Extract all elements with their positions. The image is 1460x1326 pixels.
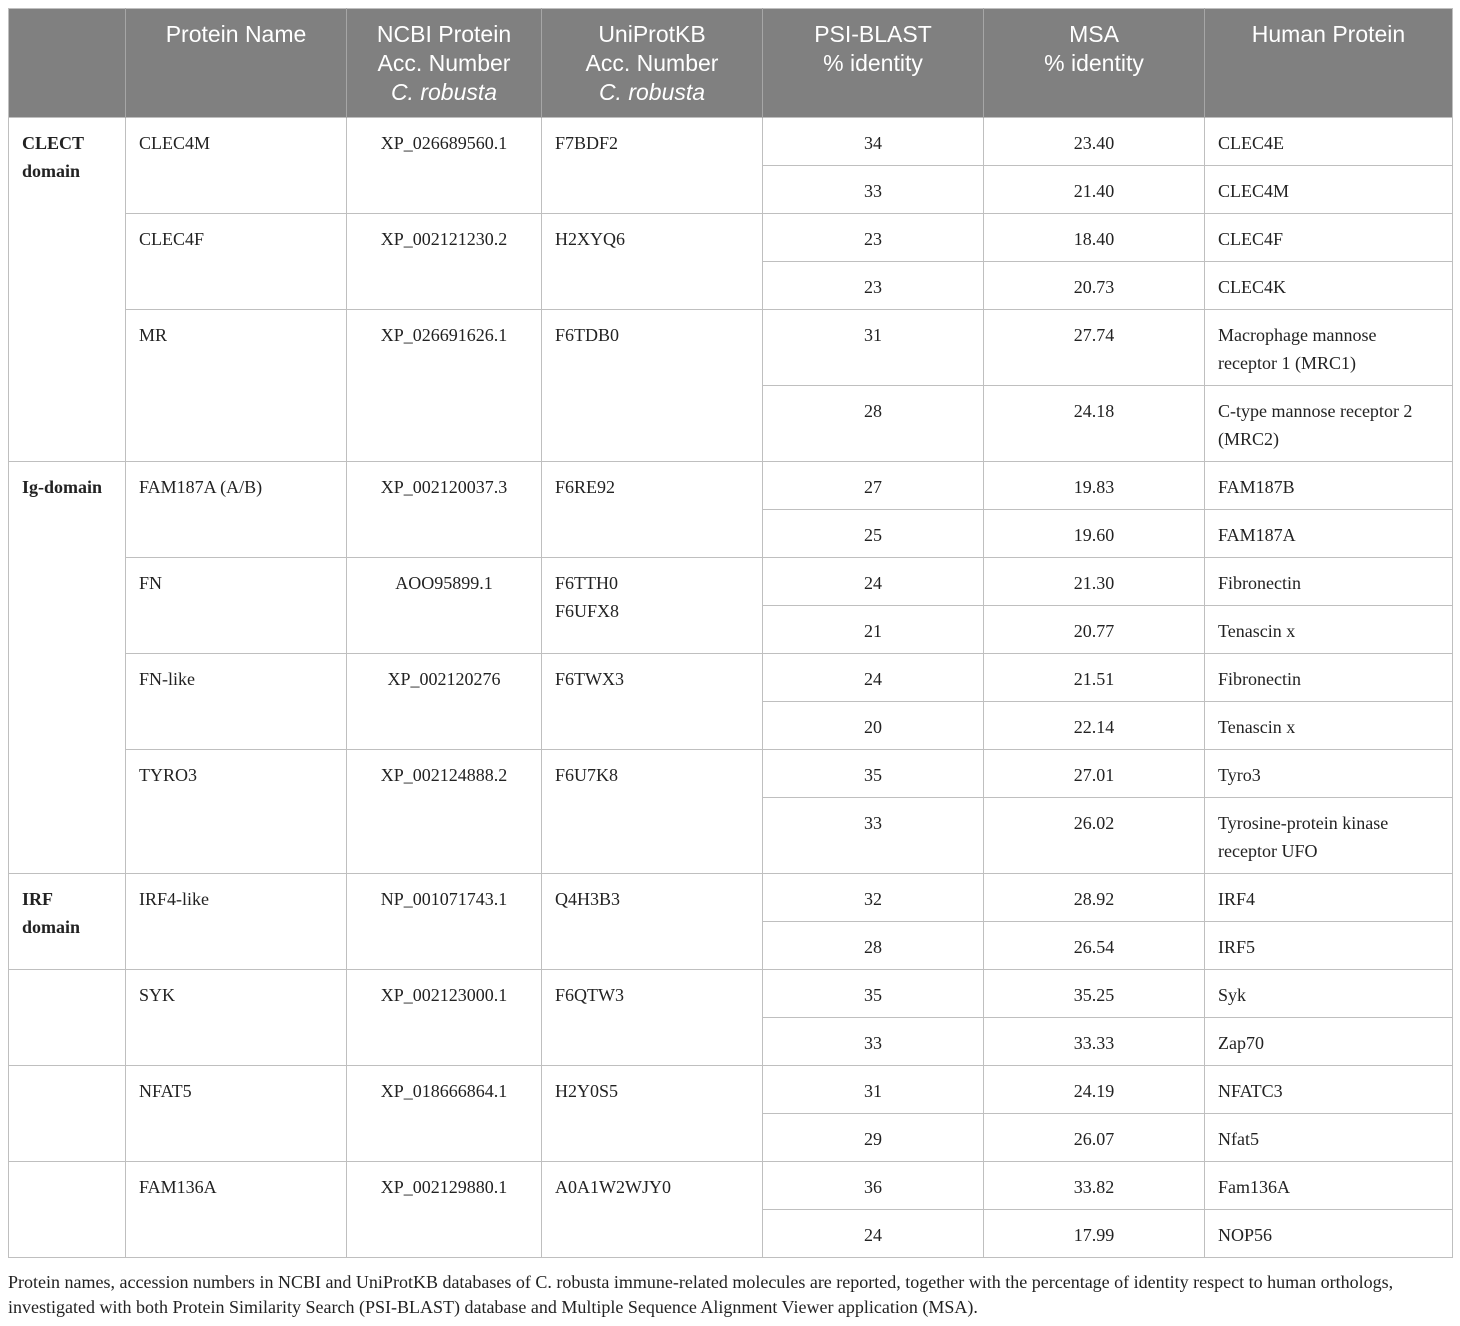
human-protein-cell: CLEC4M: [1205, 166, 1453, 214]
uniprot-accession: F6TWX3: [555, 669, 624, 689]
human-protein-cell: Zap70: [1205, 1018, 1453, 1066]
human-protein-cell: NFATC3: [1205, 1066, 1453, 1114]
uniprot-accession-cell: [542, 462, 763, 558]
domain-cell: Ig-domain: [9, 462, 126, 874]
protein-name-cell: FN-like: [126, 654, 347, 750]
psiblast-identity-cell: 35: [763, 750, 984, 798]
msa-identity-cell: 22.14: [984, 702, 1205, 750]
psiblast-identity-cell: 27: [763, 462, 984, 510]
psiblast-identity-cell: 33: [763, 798, 984, 874]
table-container: [8, 8, 1452, 1258]
protein-name-cell: SYK: [126, 970, 347, 1066]
table-row: [9, 214, 1453, 262]
uniprot-accession-cell: [542, 310, 763, 462]
ncbi-accession-cell: XP_002124888.2: [347, 750, 542, 874]
msa-identity-cell: 21.40: [984, 166, 1205, 214]
msa-identity-cell: 20.77: [984, 606, 1205, 654]
uniprot-accession-cell: [542, 214, 763, 310]
msa-identity-cell: 24.19: [984, 1066, 1205, 1114]
msa-identity-cell: 17.99: [984, 1210, 1205, 1258]
human-protein-cell: IRF4: [1205, 874, 1453, 922]
msa-identity-cell: 21.51: [984, 654, 1205, 702]
ncbi-accession-cell: AOO95899.1: [347, 558, 542, 654]
human-protein-cell: NOP56: [1205, 1210, 1453, 1258]
domain-cell: [9, 1162, 126, 1258]
human-protein-cell: Nfat5: [1205, 1114, 1453, 1162]
uniprot-accession: F6UFX8: [555, 601, 620, 621]
psiblast-identity-cell: 32: [763, 874, 984, 922]
human-protein-cell: Fibronectin: [1205, 558, 1453, 606]
protein-name-cell: FAM136A: [126, 1162, 347, 1258]
human-protein-cell: C-type mannose receptor 2 (MRC2): [1205, 386, 1453, 462]
uniprot-accession: H2Y0S5: [555, 1081, 619, 1101]
protein-name-cell: CLEC4M: [126, 118, 347, 214]
table-row: [9, 970, 1453, 1018]
human-protein-cell: Fam136A: [1205, 1162, 1453, 1210]
header-psiblast: PSI-BLAST % identity: [763, 9, 984, 118]
ncbi-accession-cell: XP_002123000.1: [347, 970, 542, 1066]
table-header: [9, 9, 1453, 118]
identity-table: [8, 8, 1453, 1258]
psiblast-identity-cell: 33: [763, 1018, 984, 1066]
domain-cell: CLECT domain: [9, 118, 126, 462]
psiblast-identity-cell: 28: [763, 386, 984, 462]
header-ncbi: NCBI Protein Acc. Number C. robusta: [347, 9, 542, 118]
psiblast-identity-cell: 20: [763, 702, 984, 750]
uniprot-accession-cell: [542, 558, 763, 654]
human-protein-cell: Syk: [1205, 970, 1453, 1018]
human-protein-cell: CLEC4F: [1205, 214, 1453, 262]
msa-identity-cell: 26.54: [984, 922, 1205, 970]
uniprot-accession-cell: [542, 1162, 763, 1258]
human-protein-cell: IRF5: [1205, 922, 1453, 970]
ncbi-accession-cell: XP_026691626.1: [347, 310, 542, 462]
protein-name-cell: TYRO3: [126, 750, 347, 874]
msa-identity-cell: 20.73: [984, 262, 1205, 310]
protein-name-cell: NFAT5: [126, 1066, 347, 1162]
table-row: [9, 750, 1453, 798]
uniprot-accession-cell: [542, 750, 763, 874]
table-footnote: Protein names, accession numbers in NCBI and UniProtKB databases of C. robusta immune-related molecules are reported, together with the percentage of identity respect to human orthologs, investigated with both Protein Similarity Search (PSI-BLAST) database and Multiple Sequence Alignment Viewer application (MSA).: [8, 1272, 1394, 1317]
msa-identity-cell: 33.82: [984, 1162, 1205, 1210]
psiblast-identity-cell: 36: [763, 1162, 984, 1210]
table-row: [9, 310, 1453, 386]
psiblast-identity-cell: 34: [763, 118, 984, 166]
uniprot-accession-cell: [542, 1066, 763, 1162]
psiblast-identity-cell: 24: [763, 1210, 984, 1258]
psiblast-identity-cell: 29: [763, 1114, 984, 1162]
header-protein-name: Protein Name: [126, 9, 347, 118]
uniprot-accession: F6TTH0: [555, 573, 618, 593]
msa-identity-cell: 23.40: [984, 118, 1205, 166]
table-body: [9, 118, 1453, 1258]
ncbi-accession-cell: XP_002120037.3: [347, 462, 542, 558]
uniprot-accession: F6RE92: [555, 477, 616, 497]
human-protein-cell: Tyrosine-protein kinase receptor UFO: [1205, 798, 1453, 874]
psiblast-identity-cell: 31: [763, 1066, 984, 1114]
psiblast-identity-cell: 23: [763, 214, 984, 262]
uniprot-accession-cell: [542, 118, 763, 214]
psiblast-identity-cell: 21: [763, 606, 984, 654]
ncbi-accession-cell: XP_002121230.2: [347, 214, 542, 310]
psiblast-identity-cell: 33: [763, 166, 984, 214]
protein-name-cell: MR: [126, 310, 347, 462]
ncbi-accession-cell: XP_002120276: [347, 654, 542, 750]
header-human-protein: Human Protein: [1205, 9, 1453, 118]
msa-identity-cell: 18.40: [984, 214, 1205, 262]
protein-name-cell: IRF4-like: [126, 874, 347, 970]
uniprot-accession-cell: [542, 654, 763, 750]
human-protein-cell: Tenascin x: [1205, 702, 1453, 750]
table-row: [9, 118, 1453, 166]
msa-identity-cell: 24.18: [984, 386, 1205, 462]
ncbi-accession-cell: XP_026689560.1: [347, 118, 542, 214]
table-row: [9, 654, 1453, 702]
ncbi-accession-cell: XP_002129880.1: [347, 1162, 542, 1258]
table-row: [9, 462, 1453, 510]
human-protein-cell: Tyro3: [1205, 750, 1453, 798]
human-protein-cell: CLEC4E: [1205, 118, 1453, 166]
human-protein-cell: CLEC4K: [1205, 262, 1453, 310]
psiblast-identity-cell: 31: [763, 310, 984, 386]
uniprot-accession: Q4H3B3: [555, 889, 621, 909]
human-protein-cell: Fibronectin: [1205, 654, 1453, 702]
psiblast-identity-cell: 35: [763, 970, 984, 1018]
msa-identity-cell: 28.92: [984, 874, 1205, 922]
msa-identity-cell: 35.25: [984, 970, 1205, 1018]
msa-identity-cell: 27.74: [984, 310, 1205, 386]
uniprot-accession-cell: [542, 874, 763, 970]
header-domain: [9, 9, 126, 118]
msa-identity-cell: 33.33: [984, 1018, 1205, 1066]
protein-name-cell: FN: [126, 558, 347, 654]
psiblast-identity-cell: 28: [763, 922, 984, 970]
human-protein-cell: Tenascin x: [1205, 606, 1453, 654]
human-protein-cell: FAM187B: [1205, 462, 1453, 510]
domain-cell: [9, 1066, 126, 1162]
table-row: [9, 558, 1453, 606]
domain-cell: IRF domain: [9, 874, 126, 970]
uniprot-accession: F6TDB0: [555, 325, 620, 345]
header-msa: MSA % identity: [984, 9, 1205, 118]
table-row: [9, 874, 1453, 922]
protein-name-cell: CLEC4F: [126, 214, 347, 310]
psiblast-identity-cell: 24: [763, 558, 984, 606]
uniprot-accession: F6QTW3: [555, 985, 624, 1005]
psiblast-identity-cell: 24: [763, 654, 984, 702]
msa-identity-cell: 19.83: [984, 462, 1205, 510]
uniprot-accession: H2XYQ6: [555, 229, 625, 249]
header-uniprot: UniProtKB Acc. Number C. robusta: [542, 9, 763, 118]
uniprot-accession: F7BDF2: [555, 133, 619, 153]
domain-cell: [9, 970, 126, 1066]
psiblast-identity-cell: 25: [763, 510, 984, 558]
human-protein-cell: FAM187A: [1205, 510, 1453, 558]
psiblast-identity-cell: 23: [763, 262, 984, 310]
human-protein-cell: Macrophage mannose receptor 1 (MRC1): [1205, 310, 1453, 386]
msa-identity-cell: 26.02: [984, 798, 1205, 874]
protein-name-cell: FAM187A (A/B): [126, 462, 347, 558]
msa-identity-cell: 21.30: [984, 558, 1205, 606]
msa-identity-cell: 26.07: [984, 1114, 1205, 1162]
uniprot-accession-cell: [542, 970, 763, 1066]
msa-identity-cell: 19.60: [984, 510, 1205, 558]
uniprot-accession: A0A1W2WJY0: [555, 1177, 671, 1197]
table-row: [9, 1066, 1453, 1114]
msa-identity-cell: 27.01: [984, 750, 1205, 798]
ncbi-accession-cell: XP_018666864.1: [347, 1066, 542, 1162]
ncbi-accession-cell: NP_001071743.1: [347, 874, 542, 970]
table-row: [9, 1162, 1453, 1210]
uniprot-accession: F6U7K8: [555, 765, 619, 785]
